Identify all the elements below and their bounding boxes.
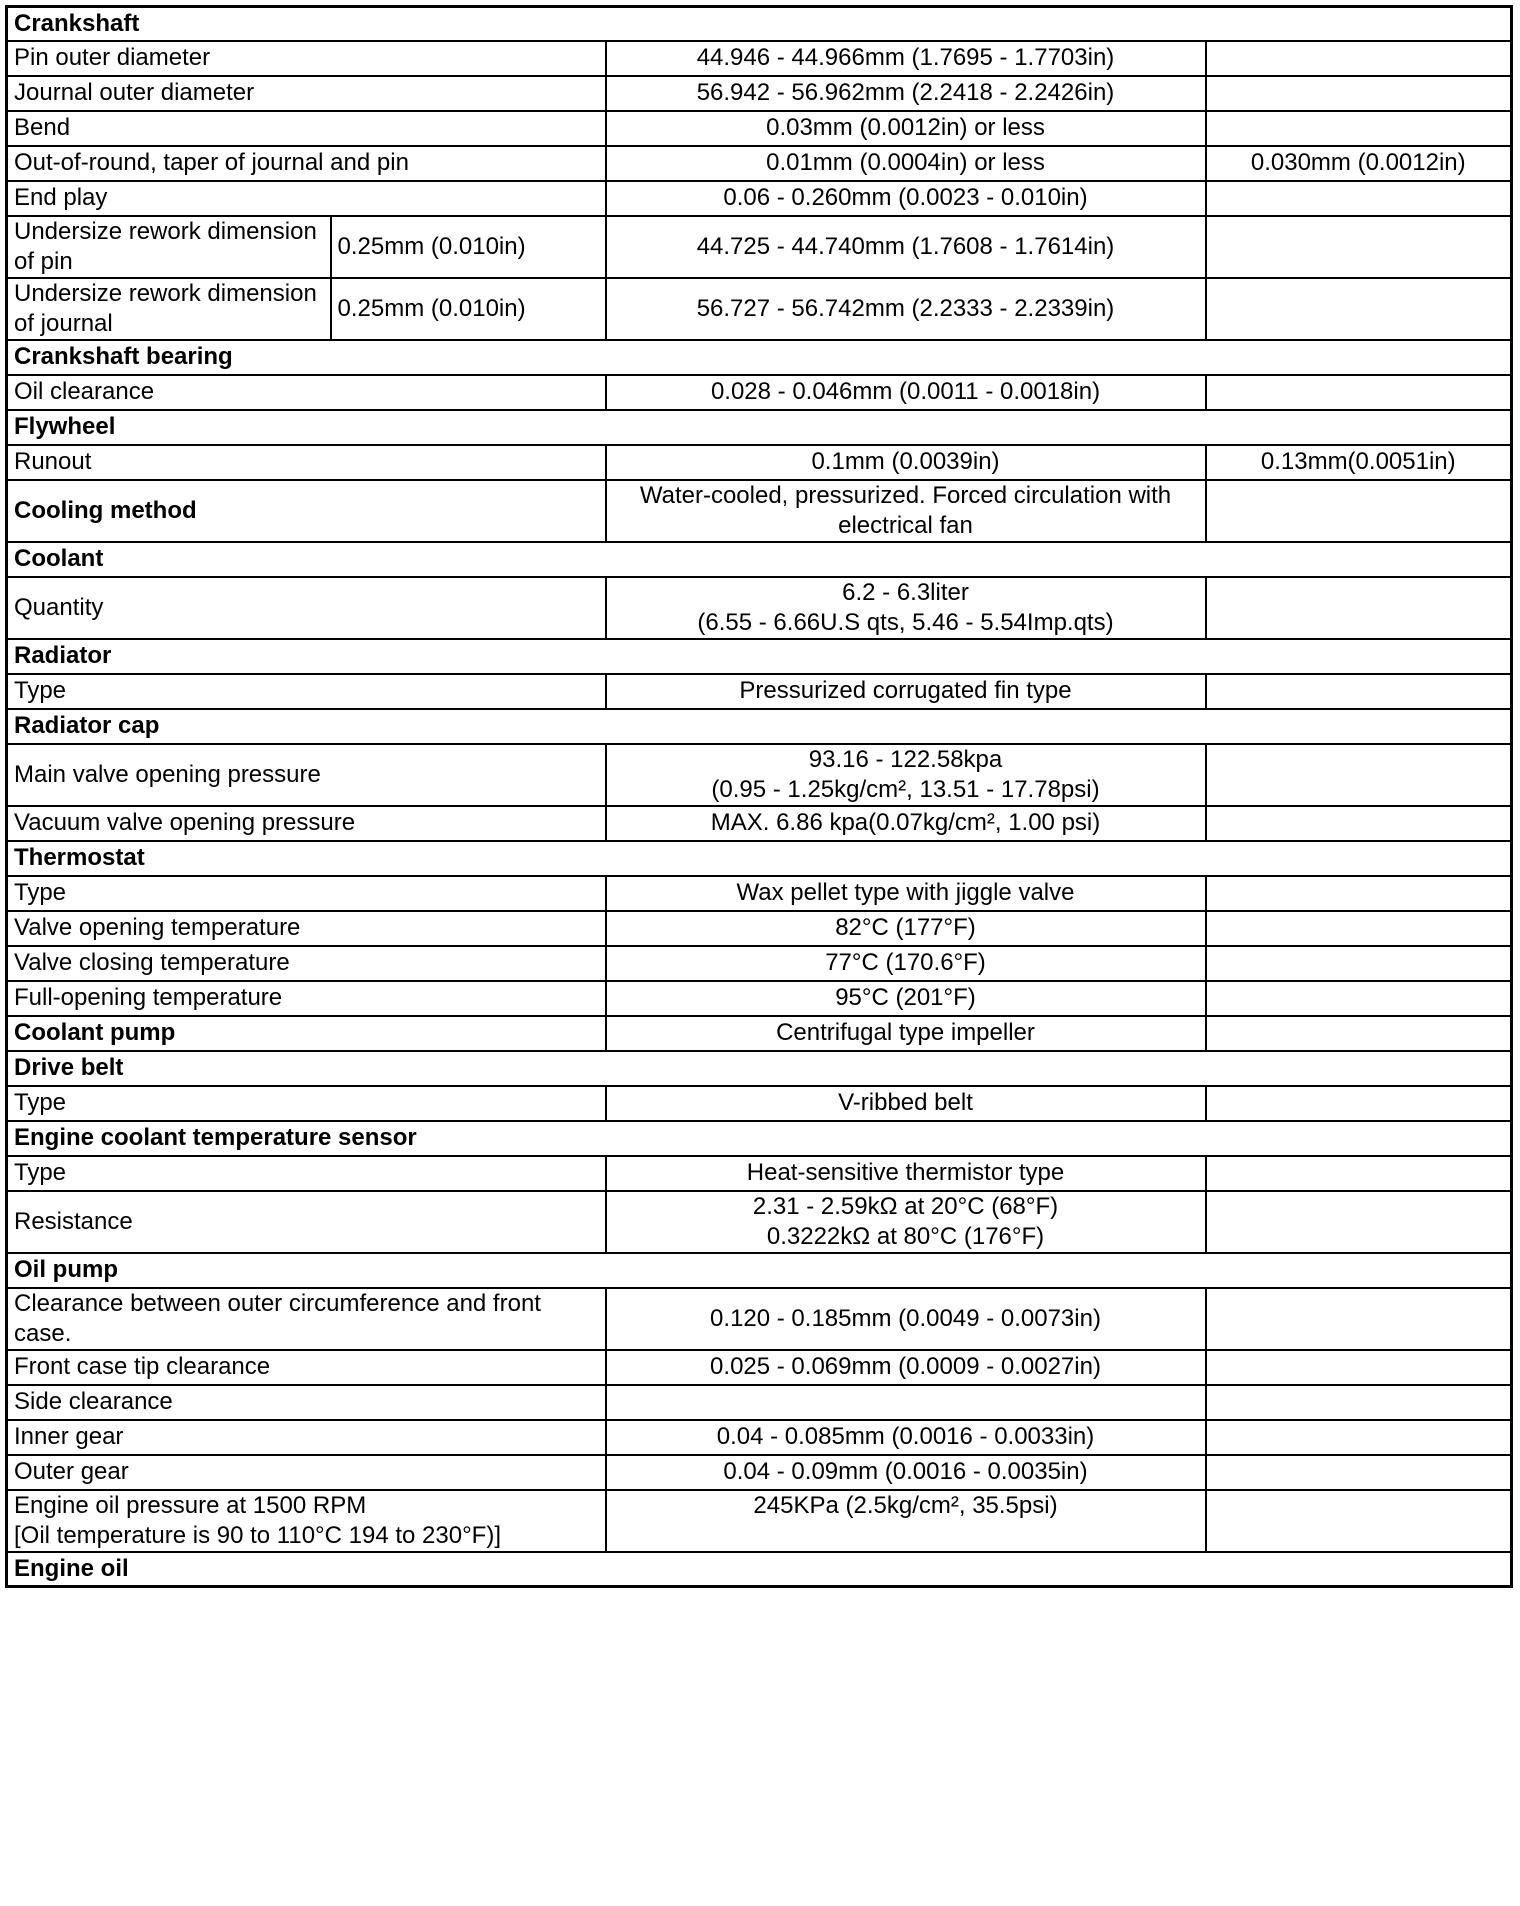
- spec-row: [7, 744, 1512, 806]
- section-row: [7, 1121, 1512, 1156]
- limit-value: [1206, 76, 1512, 111]
- limit-value: [1206, 946, 1512, 981]
- section-row: [7, 340, 1512, 375]
- cell-line: [Oil temperature is 90 to 110°C 194 to 230°F)]: [14, 1521, 501, 1549]
- section-row: [7, 410, 1512, 445]
- limit-value: [1206, 674, 1512, 709]
- limit-value: [1206, 1288, 1512, 1350]
- section-title: Crankshaft: [7, 7, 1512, 41]
- spec-row: [7, 981, 1512, 1016]
- cell-line: (6.55 - 6.66U.S qts, 5.46 - 5.54Imp.qts): [697, 608, 1114, 636]
- limit-value: [1206, 1490, 1512, 1552]
- undersize-value: 0.25mm (0.010in): [331, 216, 606, 278]
- limit-value: [1206, 1191, 1512, 1253]
- spec-value: 0.01mm (0.0004in) or less: [606, 146, 1206, 181]
- limit-value: [1206, 278, 1512, 340]
- section-title: Drive belt: [7, 1051, 1512, 1086]
- cell-line: 0.3222kΩ at 80°C (176°F): [766, 1222, 1045, 1250]
- undersize-value: 0.25mm (0.010in): [331, 278, 606, 340]
- spec-label: [7, 1490, 606, 1552]
- spec-row: [7, 1455, 1512, 1490]
- spec-row: [7, 674, 1512, 709]
- spec-value: 0.025 - 0.069mm (0.0009 - 0.0027in): [606, 1350, 1206, 1385]
- spec-value: Heat-sensitive thermistor type: [606, 1156, 1206, 1191]
- limit-value: [1206, 911, 1512, 946]
- spec-row: [7, 181, 1512, 216]
- spec-value: Wax pellet type with jiggle valve: [606, 876, 1206, 911]
- limit-value: [1206, 1156, 1512, 1191]
- spec-value: 0.06 - 0.260mm (0.0023 - 0.010in): [606, 181, 1206, 216]
- limit-value: [1206, 480, 1512, 542]
- section-title: Engine oil: [7, 1552, 1512, 1587]
- spec-label: Vacuum valve opening pressure: [7, 806, 606, 841]
- spec-value: 0.04 - 0.09mm (0.0016 - 0.0035in): [606, 1455, 1206, 1490]
- spec-value: [606, 1385, 1206, 1420]
- section-row: [7, 709, 1512, 744]
- spec-row: [7, 1156, 1512, 1191]
- spec-row: [7, 1086, 1512, 1121]
- spec-label: Type: [7, 876, 606, 911]
- spec-row: [7, 577, 1512, 639]
- spec-row: [7, 1191, 1512, 1253]
- spec-row: [7, 216, 1512, 278]
- spec-value: 56.942 - 56.962mm (2.2418 - 2.2426in): [606, 76, 1206, 111]
- section-title: Radiator: [7, 639, 1512, 674]
- spec-label: Coolant pump: [7, 1016, 606, 1051]
- spec-row: [7, 445, 1512, 480]
- spec-label: Quantity: [7, 577, 606, 639]
- limit-value: [1206, 981, 1512, 1016]
- section-row: [7, 542, 1512, 577]
- spec-value: 82°C (177°F): [606, 911, 1206, 946]
- spec-row: [7, 1350, 1512, 1385]
- spec-label: Type: [7, 674, 606, 709]
- spec-value: 95°C (201°F): [606, 981, 1206, 1016]
- cell-line: 2.31 - 2.59kΩ at 20°C (68°F): [752, 1192, 1059, 1220]
- section-title: Flywheel: [7, 410, 1512, 445]
- spec-label: Runout: [7, 445, 606, 480]
- spec-label: Bend: [7, 111, 606, 146]
- spec-row: [7, 1420, 1512, 1455]
- limit-value: [1206, 1016, 1512, 1051]
- spec-value: 0.1mm (0.0039in): [606, 445, 1206, 480]
- spec-value: [606, 1191, 1206, 1253]
- cell-line: Engine oil pressure at 1500 RPM: [14, 1491, 367, 1519]
- spec-label: Front case tip clearance: [7, 1350, 606, 1385]
- spec-row: [7, 911, 1512, 946]
- spec-row: [7, 1288, 1512, 1350]
- spec-value: 0.028 - 0.046mm (0.0011 - 0.0018in): [606, 375, 1206, 410]
- spec-row: [7, 278, 1512, 340]
- spec-label: Type: [7, 1086, 606, 1121]
- spec-label: Side clearance: [7, 1385, 606, 1420]
- spec-row: [7, 876, 1512, 911]
- spec-label: Undersize rework dimension of pin: [7, 216, 331, 278]
- spec-row: [7, 946, 1512, 981]
- spec-label: Valve opening temperature: [7, 911, 606, 946]
- section-row: [7, 841, 1512, 876]
- limit-value: [1206, 375, 1512, 410]
- spec-row: [7, 480, 1512, 542]
- spec-value: Water-cooled, pressurized. Forced circulation with electrical fan: [606, 480, 1206, 542]
- spec-value: Centrifugal type impeller: [606, 1016, 1206, 1051]
- limit-value: [1206, 1385, 1512, 1420]
- spec-value: 0.04 - 0.085mm (0.0016 - 0.0033in): [606, 1420, 1206, 1455]
- spec-value: MAX. 6.86 kpa(0.07kg/cm², 1.00 psi): [606, 806, 1206, 841]
- spec-row: [7, 41, 1512, 76]
- spec-label: Type: [7, 1156, 606, 1191]
- limit-value: [1206, 744, 1512, 806]
- spec-label: Main valve opening pressure: [7, 744, 606, 806]
- limit-value: [1206, 111, 1512, 146]
- limit-value: [1206, 806, 1512, 841]
- spec-value: 0.03mm (0.0012in) or less: [606, 111, 1206, 146]
- spec-label: Resistance: [7, 1191, 606, 1253]
- spec-value: 44.725 - 44.740mm (1.7608 - 1.7614in): [606, 216, 1206, 278]
- limit-value: [1206, 181, 1512, 216]
- spec-value: 56.727 - 56.742mm (2.2333 - 2.2339in): [606, 278, 1206, 340]
- section-title: Thermostat: [7, 841, 1512, 876]
- limit-value: [1206, 1420, 1512, 1455]
- spec-row: [7, 806, 1512, 841]
- spec-value: 77°C (170.6°F): [606, 946, 1206, 981]
- specification-table: [5, 5, 1513, 1588]
- spec-label: End play: [7, 181, 606, 216]
- section-row: [7, 1552, 1512, 1587]
- spec-value: [606, 577, 1206, 639]
- section-title: Radiator cap: [7, 709, 1512, 744]
- section-row: [7, 7, 1512, 41]
- limit-value: 0.030mm (0.0012in): [1206, 146, 1512, 181]
- spec-sheet: [5, 5, 1513, 1588]
- cell-line: 6.2 - 6.3liter: [842, 578, 969, 606]
- spec-label: Full-opening temperature: [7, 981, 606, 1016]
- spec-value: 44.946 - 44.966mm (1.7695 - 1.7703in): [606, 41, 1206, 76]
- limit-value: [1206, 1350, 1512, 1385]
- limit-value: [1206, 1086, 1512, 1121]
- section-title: Coolant: [7, 542, 1512, 577]
- spec-value: [606, 744, 1206, 806]
- spec-row: [7, 1490, 1512, 1552]
- spec-label: Journal outer diameter: [7, 76, 606, 111]
- spec-label: Cooling method: [7, 480, 606, 542]
- spec-label: Oil clearance: [7, 375, 606, 410]
- spec-label: Out-of-round, taper of journal and pin: [7, 146, 606, 181]
- spec-row: [7, 1385, 1512, 1420]
- spec-label: Inner gear: [7, 1420, 606, 1455]
- spec-row: [7, 146, 1512, 181]
- section-title: Crankshaft bearing: [7, 340, 1512, 375]
- section-row: [7, 1253, 1512, 1288]
- spec-label: Outer gear: [7, 1455, 606, 1490]
- section-title: Engine coolant temperature sensor: [7, 1121, 1512, 1156]
- cell-line: 93.16 - 122.58kpa: [808, 745, 1003, 773]
- spec-row: [7, 76, 1512, 111]
- section-title: Oil pump: [7, 1253, 1512, 1288]
- limit-value: [1206, 41, 1512, 76]
- limit-value: [1206, 876, 1512, 911]
- spec-label: Valve closing temperature: [7, 946, 606, 981]
- spec-label: Clearance between outer circumference and front case.: [7, 1288, 606, 1350]
- section-row: [7, 1051, 1512, 1086]
- spec-row: [7, 1016, 1512, 1051]
- limit-value: 0.13mm(0.0051in): [1206, 445, 1512, 480]
- spec-value: Pressurized corrugated fin type: [606, 674, 1206, 709]
- spec-value: 245KPa (2.5kg/cm², 35.5psi): [606, 1490, 1206, 1552]
- limit-value: [1206, 1455, 1512, 1490]
- limit-value: [1206, 216, 1512, 278]
- spec-value: V-ribbed belt: [606, 1086, 1206, 1121]
- spec-row: [7, 375, 1512, 410]
- limit-value: [1206, 577, 1512, 639]
- spec-label: Pin outer diameter: [7, 41, 606, 76]
- spec-label: Undersize rework dimension of journal: [7, 278, 331, 340]
- spec-value: 0.120 - 0.185mm (0.0049 - 0.0073in): [606, 1288, 1206, 1350]
- cell-line: (0.95 - 1.25kg/cm², 13.51 - 17.78psi): [711, 775, 1100, 803]
- spec-row: [7, 111, 1512, 146]
- section-row: [7, 639, 1512, 674]
